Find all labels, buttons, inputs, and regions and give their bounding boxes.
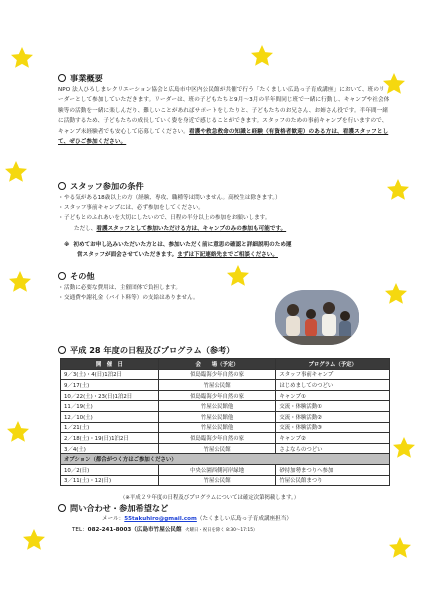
section-title-conditions: スタッフ参加の条件: [70, 180, 144, 191]
note-text-2-bold: まずは下記連絡先までご相談ください。: [177, 252, 278, 259]
tel-number: 082-241-8003: [87, 527, 132, 533]
cell-program: はじめましてのつどい: [276, 380, 390, 391]
condition-cont-plain: ただし、: [74, 225, 97, 232]
section-title-overview: 事業概要: [70, 72, 103, 83]
table-row: [61, 411, 390, 422]
tel-hours: 火曜日・祝日を除く 8:30～17:15）: [185, 528, 258, 533]
section-heading: [58, 270, 390, 282]
section-title-contact: 問い合わせ・参加希望など: [70, 502, 169, 513]
section-contact: [58, 502, 398, 536]
list-item: [58, 224, 390, 234]
section-conditions: [58, 180, 390, 234]
circle-bullet-icon: [58, 272, 66, 280]
cell-date: 10／2(日): [61, 464, 159, 475]
overview-body: NPO 法人ひろしまレクリエーション協会と広島市中区内公民館が共催で行う「たくましい広島っ子育成講座」において、班のリーダーとして参加していただきます。リーダーは、班の子どもたちと9月～3月の半年間同じ班で一緒に行動し、キャンプや社会体験等の活動を一緒に楽しんだり、難しいことがあればサポートをしたりと、子どもたちのお兄さん、お姉さん役です。半年間一緒に活動するため、子どもたちの成長していく姿を身近で感じることができます。スタッフのための事前キャンプを行いますので、キャンプ未経験者でも安心して応募してください。: [58, 87, 390, 135]
cell-program: 竹屋公民館まつり: [276, 475, 390, 486]
star-decoration-icon: [4, 160, 28, 184]
note-line-2: [64, 250, 384, 260]
cell-date: 1／21(土): [61, 422, 159, 433]
cell-venue: 似島臨海少年自然の家: [158, 369, 276, 380]
bullet-dot-icon: ・: [58, 295, 64, 302]
conditions-list: [58, 193, 390, 234]
list-item: [58, 213, 390, 223]
overview-paragraph: [58, 85, 390, 147]
cell-venue: 竹屋公民館: [158, 475, 276, 486]
table-row: [61, 390, 390, 401]
section-heading: [58, 502, 398, 514]
cell-program: 交流・体験活動①: [276, 401, 390, 412]
option-header-row: [61, 454, 390, 465]
list-item: [58, 203, 390, 213]
column-header-venue: 会 場（予定）: [158, 359, 276, 370]
cell-date: 3／11(土)・12(日): [61, 475, 159, 486]
cell-date: 10／22(土)・23(日)1泊2日: [61, 390, 159, 401]
table-row: [61, 475, 390, 486]
star-decoration-icon: [22, 528, 46, 552]
tel-organization: （広島市竹屋公民館: [131, 527, 182, 533]
table-row: [61, 380, 390, 391]
mail-note: （たくましい広島っ子育成講座担当）: [196, 516, 292, 522]
cell-venue: 竹屋公民館他: [158, 422, 276, 433]
section-title-other: その他: [70, 270, 95, 281]
list-item: [58, 193, 390, 203]
other-text: 交通費や謝礼金（バイト料等）の支給はありません。: [64, 295, 199, 302]
condition-text: やる気がある18歳以上の方（経験、専攻、職種等は問いません。高校生は除きます。）: [64, 195, 281, 201]
star-decoration-icon: [388, 536, 412, 560]
table-row: [61, 401, 390, 412]
note-text-2: 営スタッフが面会させていただきます。: [77, 252, 178, 259]
table-header-row: [61, 359, 390, 370]
cell-venue: 竹屋公民館他: [158, 401, 276, 412]
mail-label: メール：: [102, 516, 125, 522]
table-row: [61, 369, 390, 380]
cell-date: 9／3(土)・4(日)1泊2日: [61, 369, 159, 380]
cell-venue: 似島臨海少年自然の家: [158, 433, 276, 444]
section-heading: [58, 180, 390, 192]
cell-program: 交流・体験活動②: [276, 411, 390, 422]
bullet-dot-icon: ・: [58, 285, 64, 291]
star-decoration-icon: [10, 46, 34, 70]
condition-text: スタッフ事前キャンプには、必ず参加をしてください。: [64, 205, 204, 212]
activity-photo: [275, 290, 359, 345]
condition-text: 子どもとのふれあいを大切にしたいので、日程の半分以上の参加をお願いします。: [64, 215, 271, 222]
star-decoration-icon: [6, 420, 30, 444]
circle-bullet-icon: [58, 504, 66, 512]
note-text-1: 初めてお申し込みいただいた方とは、参加いただく前に意思の確認と詳細説明のため運: [73, 242, 292, 248]
section-title-schedule: 平成 28 年度の日程及びプログラム（参考）: [70, 344, 235, 355]
table-row: [61, 464, 390, 475]
cell-program: キャンプ①: [276, 390, 390, 401]
star-decoration-icon: [8, 270, 32, 294]
contact-mail-line: [58, 514, 398, 525]
cell-venue: 竹屋公民館: [158, 443, 276, 454]
condition-cont-bold: 看護スタッフとして参加いただける方は、キャンプのみの参加も可能です。: [96, 225, 287, 232]
cell-date: 12／10(土): [61, 411, 159, 422]
cell-date: 11／19(土): [61, 401, 159, 412]
column-header-date: 開 催 日: [61, 359, 159, 370]
schedule-table: [60, 358, 390, 486]
bullet-dot-icon: ・: [58, 215, 64, 222]
cell-venue: 似島臨海少年自然の家: [158, 390, 276, 401]
cell-venue: 竹屋公民館他: [158, 411, 276, 422]
table-row: [61, 433, 390, 444]
bullet-dot-icon: ・: [58, 205, 64, 212]
bullet-dot-icon: ・: [58, 195, 64, 201]
other-text: 活動に必要な費用は、主催団体で負担します。: [64, 285, 182, 291]
table-row: [61, 443, 390, 454]
star-decoration-icon: [392, 436, 416, 460]
section-schedule: [58, 344, 390, 356]
overview-nurse-note: 看護や救急救命の知識と経験（有資格者歓迎）のある方は、看護スタッフとして、ぜひご参加ください。: [58, 128, 389, 146]
interview-note: [64, 240, 384, 261]
contact-tel-line: [58, 525, 398, 536]
circle-bullet-icon: [58, 74, 66, 82]
cell-program: スタッフ事前キャンプ: [276, 369, 390, 380]
section-heading: [58, 344, 390, 356]
column-header-program: プログラム（予定）: [276, 359, 390, 370]
tel-label: TEL：: [72, 527, 88, 533]
circle-bullet-icon: [58, 346, 66, 354]
note-line-1: [64, 240, 384, 250]
schedule-footnote: （※平成２９年度の日程及びプログラムについては確定次第掲載します。）: [120, 495, 300, 501]
circle-bullet-icon: [58, 182, 66, 190]
cell-program: キャンプ②: [276, 433, 390, 444]
cell-program: 交流・体験活動③: [276, 422, 390, 433]
section-overview: [58, 72, 390, 147]
option-label: オプション（都合がつく方はご参加ください）: [61, 454, 390, 465]
note-mark: ※: [64, 242, 70, 248]
cell-program: 砂持加勢まつりへ参加: [276, 464, 390, 475]
section-heading: [58, 72, 390, 84]
cell-date: 2／18(土)・19(日)1泊2日: [61, 433, 159, 444]
cell-date: 9／17(土): [61, 380, 159, 391]
table-row: [61, 422, 390, 433]
cell-program: さよならのつどい: [276, 443, 390, 454]
cell-venue: 中央公園西側河岸緑地: [158, 464, 276, 475]
cell-venue: 竹屋公民館: [158, 380, 276, 391]
cell-date: 3／4(土): [61, 443, 159, 454]
star-decoration-icon: [250, 44, 274, 68]
mail-link[interactable]: 55takuhiro@gmail.com: [124, 516, 197, 522]
